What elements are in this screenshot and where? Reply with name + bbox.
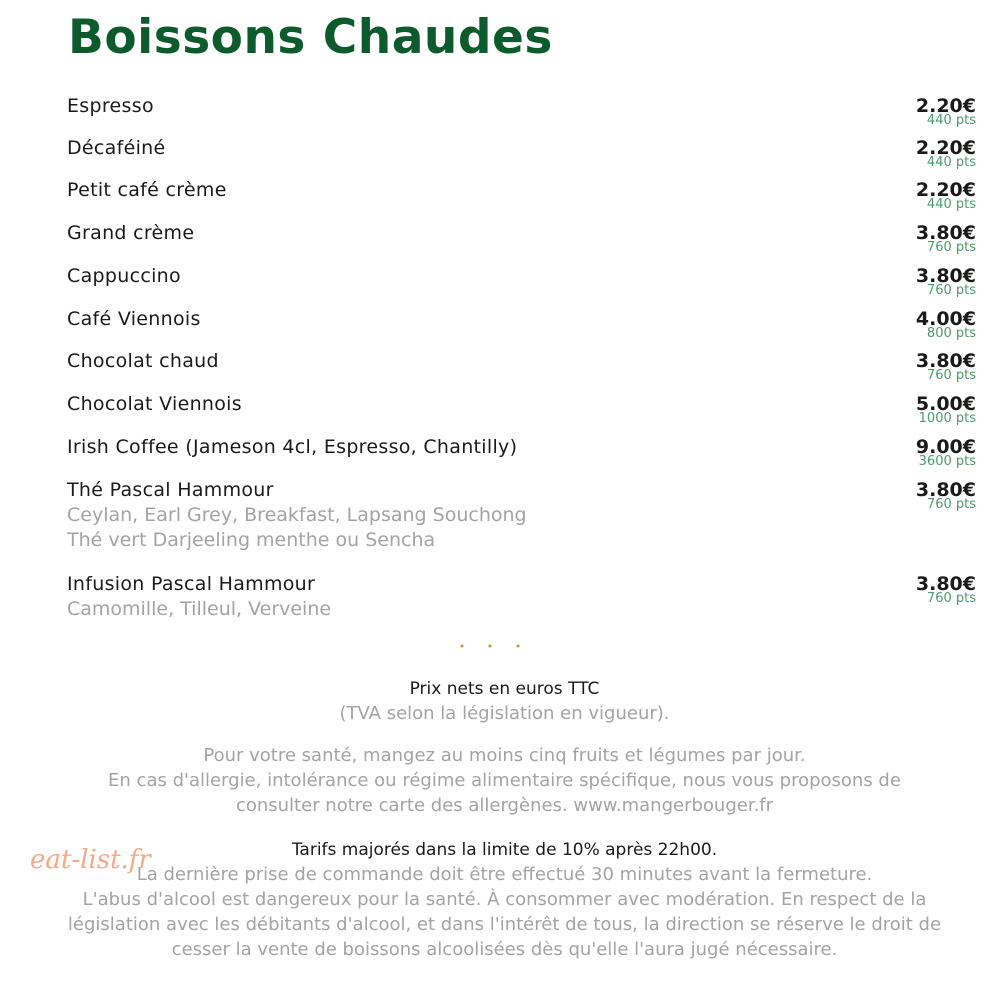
item-price: 3.80€ <box>915 479 976 501</box>
item-price: 3.80€ <box>915 222 976 244</box>
item-name: Chocolat chaud <box>67 350 219 372</box>
watermark: eat-list.fr <box>30 845 151 875</box>
item-points: 3600 pts <box>918 454 976 469</box>
tva-note: (TVA selon la législation en vigueur). <box>339 703 670 724</box>
sante-line: consulter notre carte des allergènes. www.mangerbouger.fr <box>235 795 774 816</box>
prix-title: Prix nets en euros TTC <box>409 679 600 699</box>
item-points: 760 pts <box>926 497 976 512</box>
sante-line: Pour votre santé, mangez au moins cinq fruits et légumes par jour. <box>203 745 806 766</box>
item-points: 760 pts <box>926 368 976 383</box>
footer-sante <box>20 743 989 818</box>
divider-dots: • • • <box>458 640 531 653</box>
item-price: 3.80€ <box>915 265 976 287</box>
item-points: 760 pts <box>926 283 976 298</box>
item-name: Espresso <box>67 95 154 117</box>
item-name: Cappuccino <box>67 265 181 287</box>
item-price: 2.20€ <box>915 95 976 117</box>
alcool-line: La dernière prise de commande doit être effectué 30 minutes avant la fermeture. <box>136 864 873 885</box>
item-points: 1000 pts <box>918 411 976 426</box>
item-points: 440 pts <box>926 197 976 212</box>
item-price: 3.80€ <box>915 573 976 595</box>
item-price: 2.20€ <box>915 137 976 159</box>
item-description: Camomille, Tilleul, Verveine <box>67 598 332 620</box>
item-name: Chocolat Viennois <box>67 393 242 415</box>
item-name: Décaféiné <box>67 137 166 159</box>
item-points: 760 pts <box>926 591 976 606</box>
item-name: Petit café crème <box>67 179 227 201</box>
item-price: 4.00€ <box>915 308 976 330</box>
footer-prix-title <box>20 677 989 726</box>
item-price: 3.80€ <box>915 350 976 372</box>
item-price: 9.00€ <box>915 436 976 458</box>
footer-alcool <box>20 838 989 962</box>
page-title: Boissons Chaudes <box>68 10 553 65</box>
item-description: Ceylan, Earl Grey, Breakfast, Lapsang Souchong <box>67 504 527 526</box>
alcool-line: L'abus d'alcool est dangereux pour la santé. À consommer avec modération. En respect de la <box>82 889 927 910</box>
item-description: Thé vert Darjeeling menthe ou Sencha <box>67 529 436 551</box>
item-name: Café Viennois <box>67 308 201 330</box>
item-price: 2.20€ <box>915 179 976 201</box>
item-points: 760 pts <box>926 240 976 255</box>
item-name: Irish Coffee (Jameson 4cl, Espresso, Chantilly) <box>67 436 518 458</box>
item-points: 800 pts <box>926 326 976 341</box>
tarifs-title: Tarifs majorés dans la limite de 10% après 22h00. <box>291 840 718 860</box>
item-points: 440 pts <box>926 155 976 170</box>
alcool-line: cesser la vente de boissons alcoolisées dès qu'elle l'aura jugé nécessaire. <box>171 939 838 960</box>
sante-line: En cas d'allergie, intolérance ou régime alimentaire spécifique, nous vous proposons de <box>108 770 901 791</box>
item-points: 440 pts <box>926 113 976 128</box>
item-name: Infusion Pascal Hammour <box>67 573 316 595</box>
item-name: Thé Pascal Hammour <box>67 479 274 501</box>
item-price: 5.00€ <box>915 393 976 415</box>
item-name: Grand crème <box>67 222 195 244</box>
alcool-line: législation avec les débitants d'alcool, et dans l'intérêt de tous, la direction se réserve le droit de <box>67 914 942 935</box>
